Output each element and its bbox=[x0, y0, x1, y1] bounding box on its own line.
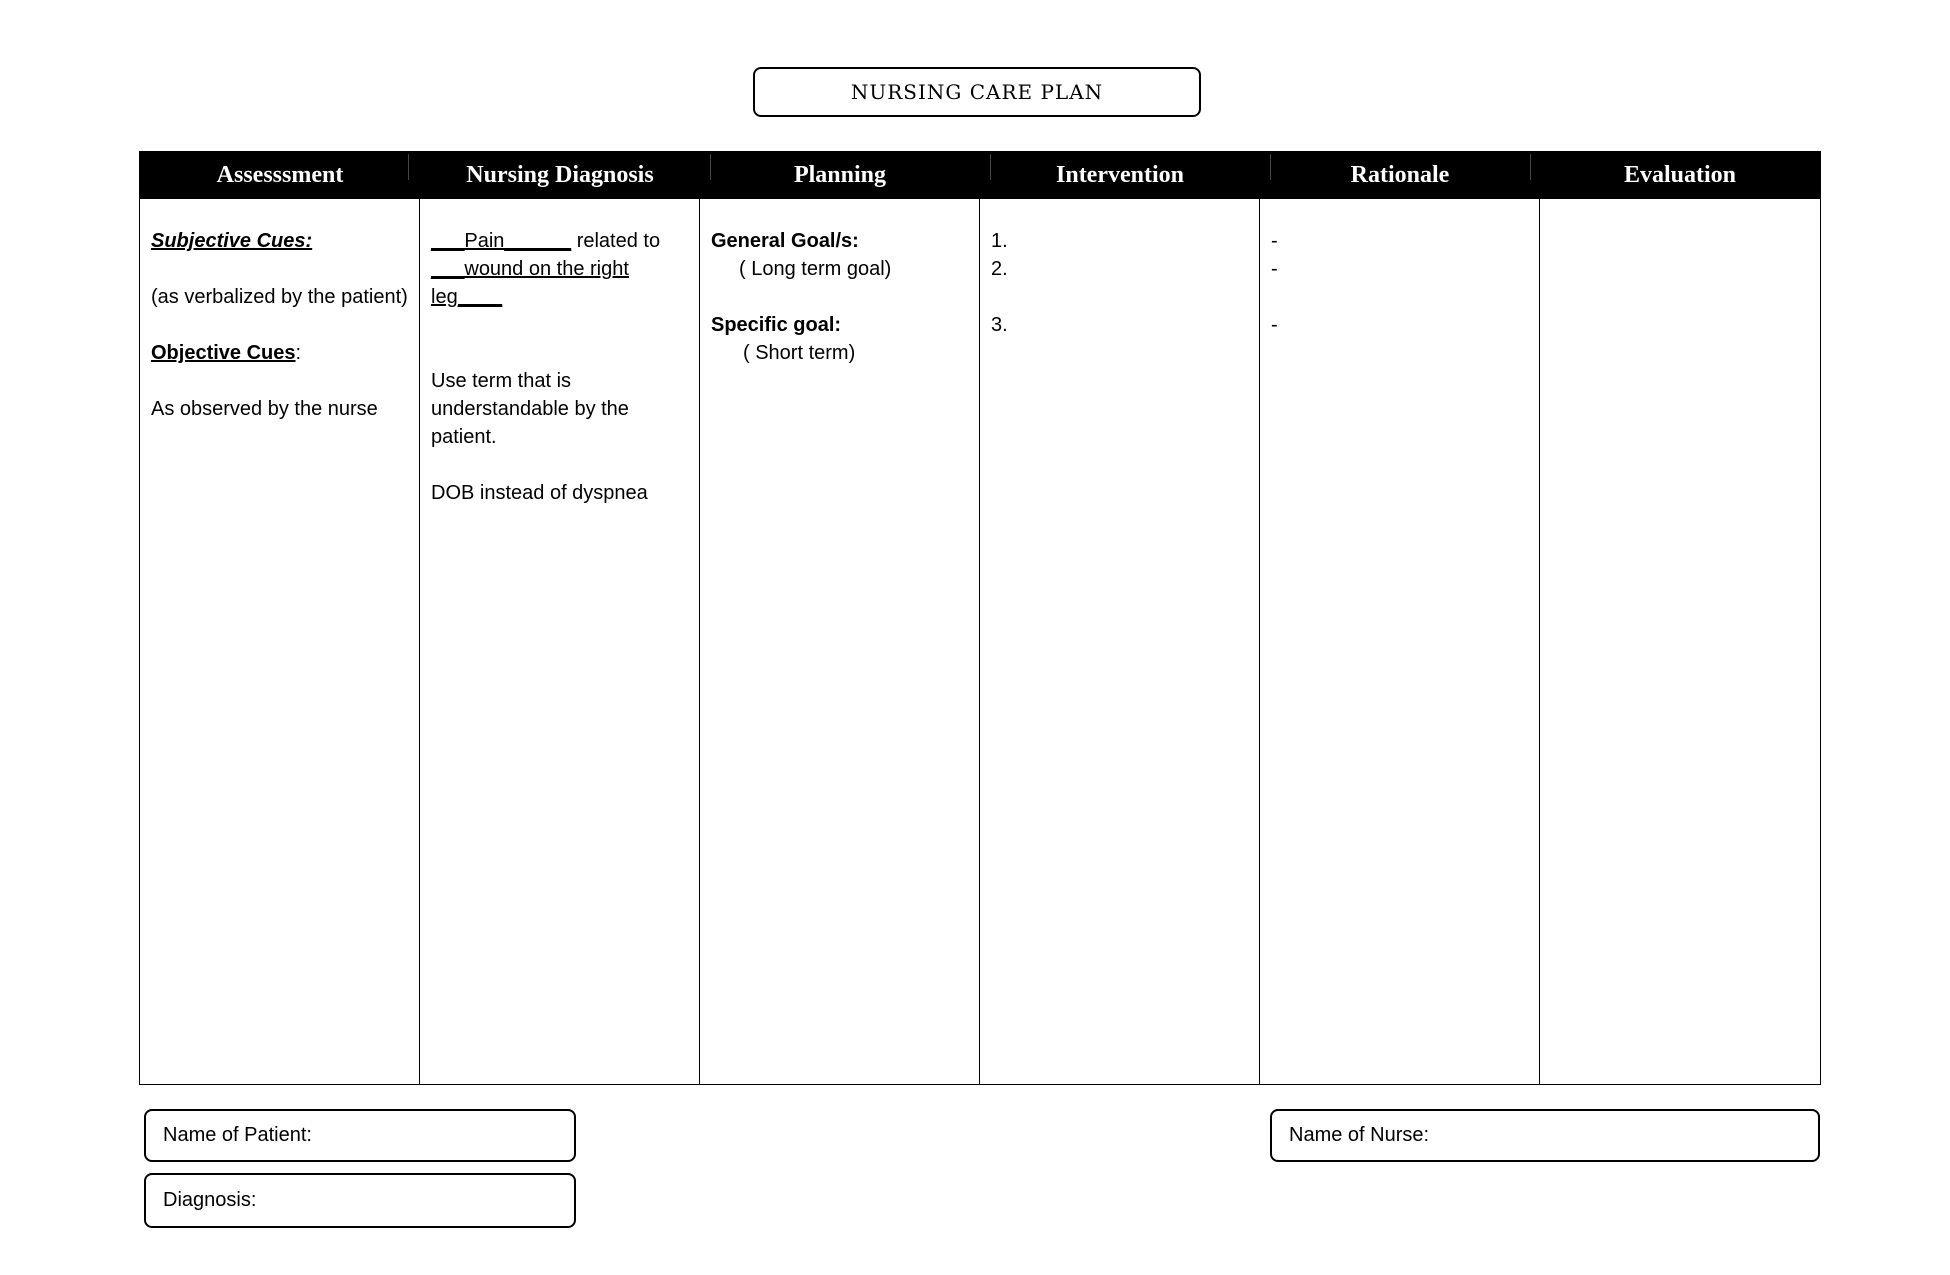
intervention-item: 2. bbox=[991, 258, 1008, 280]
specific-goal-label: Specific goal: bbox=[711, 314, 842, 336]
intervention-column[interactable] bbox=[980, 199, 1260, 1084]
header-intervention: Intervention bbox=[1056, 162, 1184, 188]
objective-cues-note: As observed by the nurse bbox=[151, 398, 378, 420]
intervention-item: 1. bbox=[991, 230, 1008, 252]
header-nursing-diagnosis: Nursing Diagnosis bbox=[466, 162, 654, 188]
evaluation-column[interactable] bbox=[1540, 199, 1820, 1084]
specific-goal-note: ( Short term) bbox=[743, 342, 856, 364]
patient-name-field[interactable]: Name of Patient: bbox=[144, 1109, 576, 1162]
header-divider bbox=[990, 154, 991, 180]
rationale-item: - bbox=[1271, 314, 1278, 336]
assessment-column[interactable] bbox=[140, 199, 420, 1084]
subjective-cues-heading: Subjective Cues: bbox=[151, 230, 313, 252]
table-header bbox=[140, 152, 1820, 199]
subjective-cues-note: (as verbalized by the patient) bbox=[151, 286, 408, 308]
header-divider bbox=[1530, 154, 1531, 180]
diagnosis-note: Use term that is understandable by the patient. bbox=[431, 370, 629, 448]
general-goal-note: ( Long term goal) bbox=[739, 258, 892, 280]
header-divider bbox=[1270, 154, 1271, 180]
general-goal-label: General Goal/s: bbox=[711, 230, 859, 252]
nursing-diagnosis-column[interactable] bbox=[420, 199, 700, 1084]
diagnosis-field[interactable]: Diagnosis: bbox=[144, 1173, 576, 1228]
diagnosis-line-2: ___wound on the right bbox=[431, 258, 629, 280]
objective-cues-heading: Objective Cues: bbox=[151, 342, 302, 364]
header-divider bbox=[710, 154, 711, 180]
care-plan-table bbox=[139, 151, 1821, 1085]
header-planning: Planning bbox=[793, 162, 887, 188]
intervention-item: 3. bbox=[991, 314, 1008, 336]
rationale-column[interactable] bbox=[1260, 199, 1540, 1084]
nurse-name-field[interactable]: Name of Nurse: bbox=[1270, 1109, 1820, 1162]
header-divider bbox=[408, 154, 409, 180]
diagnosis-line-3: leg____ bbox=[431, 286, 503, 308]
rationale-item: - bbox=[1271, 230, 1278, 252]
header-evaluation: Evaluation bbox=[1623, 162, 1737, 188]
planning-column[interactable] bbox=[700, 199, 980, 1084]
diagnosis-line-1: ___Pain______ related to bbox=[431, 230, 661, 252]
page-title: NURSING CARE PLAN bbox=[753, 67, 1201, 117]
rationale-item: - bbox=[1271, 258, 1278, 280]
diagnosis-example: DOB instead of dyspnea bbox=[431, 482, 648, 504]
header-assessment: Assesssment bbox=[216, 162, 344, 188]
header-rationale: Rationale bbox=[1350, 162, 1450, 188]
